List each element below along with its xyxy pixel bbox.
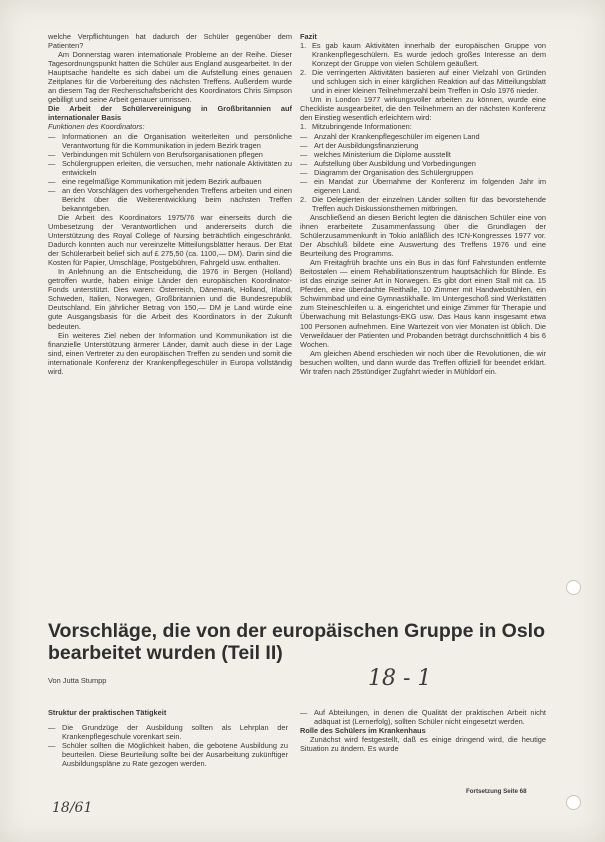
paragraph: Am Donnerstag waren internationale Probleme an der Reihe. Dieser Tagesordnungspunkt hatten die Schüler aus England ausgearbeitet. In der Hauptsache handelte es sich dabei um die Aufstellung eines genauen Zeitplanes für die Vorbereitung des nächsten Treffens. Außerdem wurde an diesem Tag der Rechenschaftsbericht des Koordinators Chris Simpson gebilligt und seine Arbeit genauer umrissen.: [48, 50, 292, 105]
section-heading: Struktur der praktischen Tätigkeit: [48, 708, 167, 717]
list-item: [300, 41, 546, 68]
list-item: — Informationen an die Organisation weiterleiten und persönliche Verantwortung für die Kommunikation in jedem Bezirk tragen: [48, 132, 292, 150]
list-item: [300, 68, 546, 95]
item-number: 1.: [300, 122, 307, 132]
item-number: 2.: [300, 194, 307, 204]
right-column: [300, 32, 546, 376]
section-heading: Fazit: [300, 32, 317, 41]
paragraph: Zunächst wird festgestellt, daß es einige dringend wird, die heutige Situation zu ändern. Es wurde: [300, 735, 546, 754]
duties-list: [48, 132, 292, 213]
handwritten-page-number: 18/61: [52, 800, 93, 816]
list-item: — Diagramm der Organisation des Schülergruppen: [300, 168, 546, 177]
paragraph: Am Freitagfrüh brachte uns ein Bus in das fünf Fahrstunden entfernte Beitostølen — einem Rehabilitationszentrum hauptsächlich für Blinde. Es ist das einzige seiner Art in Norwegen. Es gibt dort einen Stall mit ca. 15 Pferden, eine überdachte Reithalle, 10 Zimmer mit Handwebstühlen, ein Schwimmbad und eine Gymnastikhalle. Im Untergeschoß sind Werkstätten zum Steineschleifen u. ä. eingerichtet und einige Zimmer für Therapie und Überwachung mit Belastungs-EKG usw. Das Haus kann insgesamt etwa 100 Personen aufnehmen. Eine Wartezeit von vier Monaten ist üblich. Die Verweildauer der Patienten und Probanden beträgt durchschnittlich 4 bis 6 Wochen.: [300, 258, 546, 349]
list-item: — eine regelmäßige Kommunikation mit jedem Bezirk aufbauen: [48, 177, 292, 186]
paragraph: Anschließend an diesen Bericht legten die dänischen Schüler eine von ihnen erarbeitete Zusammenfassung über die Grundlagen der Schülerzusammenkunft in Tokio anläßlich des ICN-Kongresses 1977 vor. Der Abschluß bildete eine Auswertung des Treffens 1976 und eine Beurteilung des Programms.: [300, 212, 546, 259]
list-item: — Art der Ausbildungsfinanzierung: [300, 141, 546, 150]
left-column: [48, 32, 292, 376]
list-item: — Verbindungen mit Schülern von Berufsorganisationen pflegen: [48, 150, 292, 159]
section-subheading: Funktionen des Koordinators:: [48, 122, 145, 132]
punch-hole: [566, 795, 581, 810]
structure-list: [48, 723, 288, 768]
structure-list-cont: [300, 708, 546, 726]
byline: Von Jutta Stumpp: [48, 676, 107, 685]
conclusion-list: [300, 41, 546, 95]
list-item: — Schülergruppen erleiten, die versuchen, mehr nationale Aktivitäten zu entwickeln: [48, 159, 292, 177]
list-item: — Schüler sollten die Möglichkeit haben, die gebotene Ausbildung zu beurteilen. Diese Beurteilung sollte bei der Ausarbeitung zukünftiger Ausbildungspläne zu Rate gezogen werden.: [48, 741, 288, 768]
paragraph: In Anlehnung an die Entscheidung, die 1976 in Bergen (Holland) getroffen wurde, haben einige Länder den europäischen Koordinator-Fonds unterstützt. Dies waren: Österreich, Dänemark, Holland, Irland, Schweden, Italien, Norwegen, Großbritannien und die Bundesrepublik Deutschland. Ein jährlicher Betrag von 150,— DM je Land würde eine gute Ausgangsbasis für die Arbeit des Koordinators in der Zukunft bedeuten.: [48, 267, 292, 331]
punch-hole: [566, 580, 581, 595]
list-item: — Auf Abteilungen, in denen die Qualität der praktischen Arbeit nicht adäquat ist (Lernerfolg), sollten Schüler nicht eingesetzt werden.: [300, 708, 546, 726]
section-heading: Rolle des Schülers im Krankenhaus: [300, 726, 426, 736]
list-item: [300, 195, 546, 213]
paragraph: Um in London 1977 wirkungsvoller arbeiten zu können, wurde eine Checkliste ausgearbeitet, die den Teilnehmern an der nächsten Konferenz den Einstieg wesentlich erleichtern wird:: [300, 95, 546, 123]
article-title: Vorschläge, die von der europäischen Gruppe in Oslo bearbeitet wurden (Teil II): [48, 620, 546, 664]
checklist-header: [300, 122, 546, 131]
article-right-column: [300, 708, 546, 753]
handwritten-note: 18 - 1: [368, 666, 432, 691]
list-item: [300, 122, 546, 131]
item-number: 2.: [300, 68, 307, 78]
list-item: — Anzahl der Krankenpflegeschüler im eigenen Land: [300, 132, 546, 141]
paragraph: Ein weiteres Ziel neben der Information und Kommunikation ist die finanzielle Unterstützung ärmerer Länder, damit auch diese in der Lage sind, einen Vertreter zu den europäischen Treffen zu senden und somit die internationale Konferenz der Krankenpflegeschüler in Europa vollständig wird.: [48, 330, 292, 376]
checklist: [300, 132, 546, 195]
section-heading: Die Arbeit der Schülervereinigung in Großbritannien auf internationaler Basis: [48, 104, 292, 123]
item-text: Es gab kaum Aktivitäten innerhalb der europäischen Gruppe von Krankenpflegeschülern. Es wurde jedoch großes Interesse an dem Konzept der Gruppe von vielen Schülern geäußert.: [312, 41, 546, 69]
list-item: — ein Mandat zur Übernahme der Konferenz im folgenden Jahr im eigenen Land.: [300, 177, 546, 195]
item-number: 1.: [300, 41, 307, 51]
continued-note: Fortsetzung Seite 68: [466, 788, 527, 795]
article-left-column: [48, 708, 288, 768]
list-item: — welches Ministerium die Diplome ausstellt: [300, 150, 546, 159]
list-item: — Die Grundzüge der Ausbildung sollten als Lehrplan der Krankenpflegeschule vorenkart sein.: [48, 723, 288, 741]
list-item: — an den Vorschlägen des vorhergehenden Treffens arbeiten und einen Bericht über die Weiterentwicklung beim nächsten Treffen bekanntgeben.: [48, 186, 292, 213]
paragraph: Am gleichen Abend erschieden wir noch über die Revolutionen, die wir besuchen wollten, und dann wurde das Treffen offiziell für beendet erklärt. Wir trafen nach 25stündiger Zugfahrt wieder in Mühldorf ein.: [300, 348, 546, 376]
checklist-point-2: [300, 195, 546, 213]
paragraph: Die Arbeit des Koordinators 1975/76 war einerseits durch die Umbesetzung der Verantwortlichen und andererseits durch die Unterstützung des Royal College of Nursing beträchtlich eingeschränkt. Dadurch konnten auch nur vereinzelte Mitteilungsblätter heraus. Der Etat der Schülerarbeit belief sich auf £ 275,50 (ca. 1100,— DM). Darin sind die Kosten für Papier, Umschläge, Postgebühren, Fahrgeld usw. enthalten.: [48, 212, 292, 268]
item-text: Mitzubringende Informationen:: [312, 122, 412, 132]
list-item: — Aufstellung über Ausbildung und Vorbedingungen: [300, 159, 546, 168]
paragraph: welche Verpflichtungen hat dadurch der Schüler gegenüber dem Patienten?: [48, 32, 292, 51]
item-text: Die verringerten Aktivitäten basieren auf einer Vielzahl von Gründen und schlugen sich in einer kärglichen Reaktion auf das Mitteilungsblatt und in einer kleinen Teilnehmerzahl beim Treffen in Oslo 1976 nieder.: [312, 68, 546, 96]
item-text: Die Delegierten der einzelnen Länder sollten für das bevorstehende Treffen auch Diskussionsthemen mitbringen.: [312, 194, 546, 213]
